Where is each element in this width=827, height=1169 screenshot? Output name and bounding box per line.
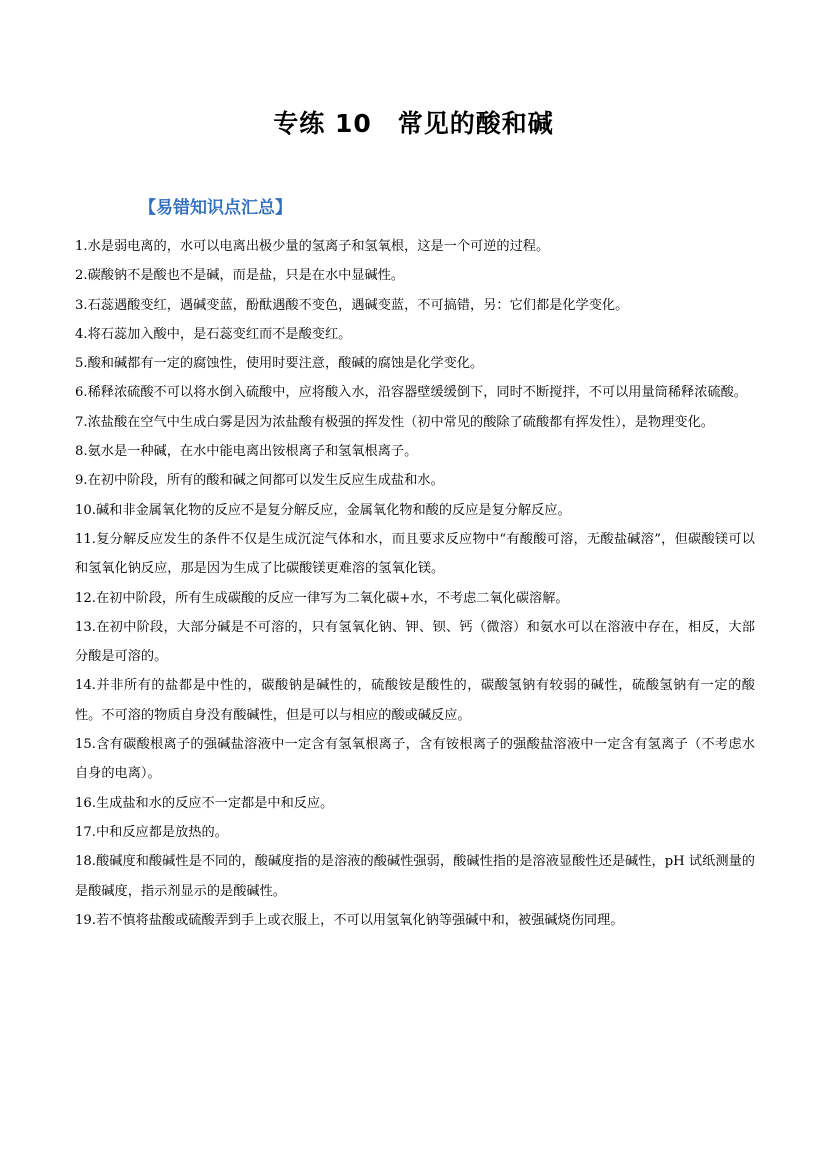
list-item: 2.碳酸钠不是酸也不是碱，而是盐，只是在水中显碱性。 — [75, 268, 405, 284]
list-item: 5.酸和碱都有一定的腐蚀性，使用时要注意，酸碱的腐蚀是化学变化。 — [75, 356, 484, 372]
list-item: 11.复分解反应发生的条件不仅是生成沉淀气体和水，而且要求反应物中“有酸酸可溶，无酸盐碱溶”，但碳酸镁可以和氢氧化钠反应，那是因为生成了比碳酸镁更难溶的氢氧化镁。 — [75, 531, 755, 577]
section-heading: 【易错知识点汇总】 — [139, 198, 292, 218]
knowledge-point-list — [75, 232, 755, 935]
list-item: 18.酸碱度和酸碱性是不同的，酸碱度指的是溶液的酸碱性强弱，酸碱性指的是溶液显酸性还是碱性，pH 试纸测量的是酸碱度，指示剂显示的是酸碱性。 — [75, 854, 755, 899]
list-item: 13.在初中阶段，大部分碱是不可溶的，只有氢氧化钠、钾、钡、钙（微溶）和氨水可以在溶液中存在，相反，大部分酸是可溶的。 — [75, 619, 755, 665]
list-item: 4.将石蕊加入酸中，是石蕊变红而不是酸变红。 — [75, 326, 352, 342]
list-item: 9.在初中阶段，所有的酸和碱之间都可以发生反应生成盐和水。 — [75, 473, 444, 489]
list-item: 6.稀释浓硫酸不可以将水倒入硫酸中，应将酸入水，沿容器壁缓缓倒下，同时不断搅拌，不可以用量筒稀释浓硫酸。 — [75, 385, 747, 401]
list-item: 8.氨水是一种碱，在水中能电离出铵根离子和氢氧根离子。 — [75, 444, 418, 460]
list-item: 14.并非所有的盐都是中性的，碳酸钠是碱性的，硫酸铵是酸性的，碳酸氢钠有较弱的碱性，硫酸氢钠有一定的酸性。不可溶的物质自身没有酸碱性，但是可以与相应的酸或碱反应。 — [75, 678, 755, 723]
list-item: 7.浓盐酸在空气中生成白雾是因为浓盐酸有极强的挥发性（初中常见的酸除了硫酸都有挥发性），是物理变化。 — [75, 414, 714, 430]
list-item: 12.在初中阶段，所有生成碳酸的反应一律写为二氧化碳+水，不考虑二氧化碳溶解。 — [75, 590, 569, 606]
page-title: 专练 10 常见的酸和碱 — [273, 109, 554, 138]
list-item: 19.若不慎将盐酸或硫酸弄到手上或衣服上，不可以用氢氧化钠等强碱中和，被强碱烧伤同理。 — [75, 912, 624, 928]
list-item: 17.中和反应都是放热的。 — [75, 824, 228, 840]
list-item: 3.石蕊遇酸变红，遇碱变蓝，酚酞遇酸不变色，遇碱变蓝，不可搞错，另：它们都是化学变化。 — [75, 297, 629, 313]
list-item: 10.碱和非金属氧化物的反应不是复分解反应，金属氧化物和酸的反应是复分解反应。 — [75, 502, 571, 518]
list-item: 15.含有碳酸根离子的强碱盐溶液中一定含有氢氧根离子，含有铵根离子的强酸盐溶液中一定含有氢离子（不考虑水自身的电离）。 — [75, 737, 755, 782]
list-item: 16.生成盐和水的反应不一定都是中和反应。 — [75, 795, 334, 811]
list-item: 1.水是弱电离的，水可以电离出极少量的氢离子和氢氧根，这是一个可逆的过程。 — [75, 239, 550, 254]
